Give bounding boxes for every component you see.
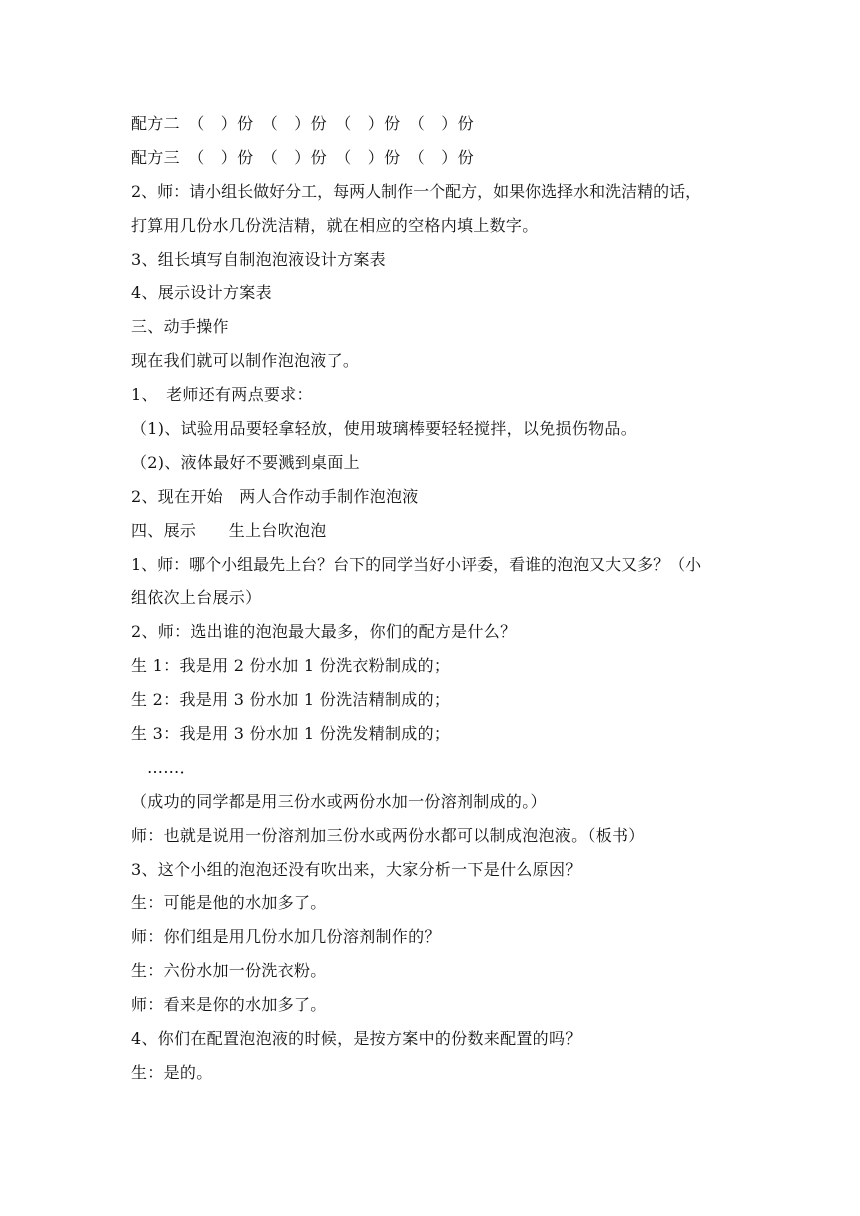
paragraph-line: 师：看来是你的水加多了。 xyxy=(131,995,327,1015)
paragraph-line: 1、 老师还有两点要求： xyxy=(131,385,313,405)
paragraph-line: 生 2：我是用 3 份水加 1 份洗洁精制成的； xyxy=(131,690,451,710)
section-heading: 三、动手操作 xyxy=(131,317,229,337)
paragraph-line: 打算用几份水几份洗洁精，就在相应的空格内填上数字。 xyxy=(131,215,539,235)
paragraph-line: 2、师：选出谁的泡泡最大最多，你们的配方是什么？ xyxy=(131,622,517,642)
paragraph-line: （2)、液体最好不要溅到桌面上 xyxy=(131,452,360,472)
paragraph-line: 组依次上台展示） xyxy=(131,588,262,608)
paragraph-line: 生 3：我是用 3 份水加 1 份洗发精制成的； xyxy=(131,724,451,744)
recipe-row-2: 配方二 （ ）份 （ ）份 （ ）份 （ ）份 xyxy=(131,114,474,133)
paragraph-line: 4、展示设计方案表 xyxy=(131,283,272,303)
section-heading: 四、展示 生上台吹泡泡 xyxy=(131,520,327,540)
document-body xyxy=(131,107,731,1090)
paragraph-line: 生 1：我是用 2 份水加 1 份洗衣粉制成的； xyxy=(131,656,451,676)
paragraph-line: （1)、试验用品要轻拿轻放，使用玻璃棒要轻轻搅拌，以免损伤物品。 xyxy=(131,419,638,439)
paragraph-line: 1、师：哪个小组最先上台？台下的同学当好小评委，看谁的泡泡又大又多？（小 xyxy=(131,554,702,574)
recipe-row-3: 配方三 （ ）份 （ ）份 （ ）份 （ ）份 xyxy=(131,147,474,167)
paragraph-line: 3、这个小组的泡泡还没有吹出来，大家分析一下是什么原因？ xyxy=(131,859,582,879)
paragraph-line: 2、师：请小组长做好分工，每两人制作一个配方，如果你选择水和洗洁精的话， xyxy=(131,181,702,201)
paragraph-line: 师：你们组是用几份水加几份溶剂制作的？ xyxy=(131,927,441,947)
paragraph-line: 3、组长填写自制泡泡液设计方案表 xyxy=(131,249,386,269)
ellipsis-line: ……． xyxy=(147,757,196,777)
paragraph-line: 生：可能是他的水加多了。 xyxy=(131,893,327,913)
paragraph-line: 4、你们在配置泡泡液的时候，是按方案中的份数来配置的吗？ xyxy=(131,1029,582,1049)
paragraph-line: 生：是的。 xyxy=(131,1062,213,1082)
paragraph-line: 现在我们就可以制作泡泡液了。 xyxy=(131,351,360,371)
paragraph-line: 生：六份水加一份洗衣粉。 xyxy=(131,961,327,981)
paragraph-line: 师：也就是说用一份溶剂加三份水或两份水都可以制成泡泡液。（板书） xyxy=(131,825,645,845)
paragraph-line: 2、现在开始 两人合作动手制作泡泡液 xyxy=(131,486,419,506)
paragraph-line: （成功的同学都是用三份水或两份水加一份溶剂制成的。） xyxy=(131,791,547,811)
